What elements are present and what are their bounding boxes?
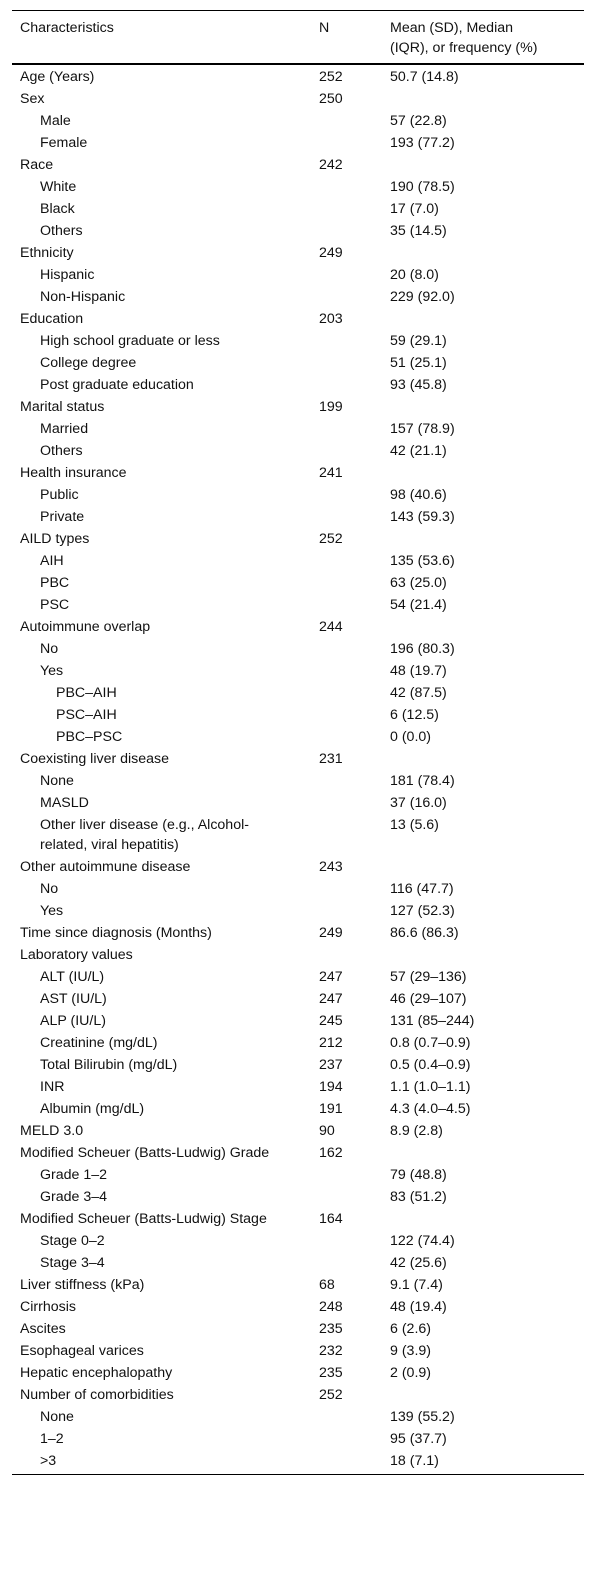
row-label: INR [40,1079,65,1095]
row-value: 2 (0.9) [390,1365,432,1381]
table-row [12,1230,584,1252]
table-row [12,110,584,132]
row-n: 90 [319,1123,335,1139]
row-label: AST (IU/L) [40,991,107,1007]
row-value: 0 (0.0) [390,729,432,745]
table-row [12,374,584,396]
row-value: 42 (87.5) [390,685,447,701]
table-row [12,988,584,1010]
row-value: 193 (77.2) [390,135,455,151]
table-row [12,198,584,220]
row-label: PSC–AIH [56,707,117,723]
row-label: ALP (IU/L) [40,1013,106,1029]
table-row [12,528,584,550]
row-label: White [40,179,77,195]
row-value: 57 (29–136) [390,969,467,985]
row-value: 63 (25.0) [390,575,447,591]
row-value: 157 (78.9) [390,421,455,437]
row-label: Black [40,201,75,217]
row-label: Sex [20,91,45,107]
table-row [12,484,584,506]
table-row [12,572,584,594]
table-row [12,1142,584,1164]
row-label: No [40,641,59,657]
table-row [12,308,584,330]
table-row [12,1098,584,1120]
row-value: 9.1 (7.4) [390,1277,443,1293]
table-row [12,682,584,704]
table-row [12,440,584,462]
table-row [12,660,584,682]
row-n: 199 [319,399,343,415]
row-label: Other autoimmune disease [20,859,191,875]
row-n: 252 [319,69,343,85]
row-label: Cirrhosis [20,1299,76,1315]
row-label: None [40,1409,74,1425]
table-row [12,220,584,242]
table-row [12,1340,584,1362]
row-label: Health insurance [20,465,127,481]
row-n: 203 [319,311,343,327]
table-row [12,856,584,878]
row-n: 242 [319,157,343,173]
row-value: 48 (19.7) [390,663,447,679]
row-label: Ascites [20,1321,66,1337]
row-value: 8.9 (2.8) [390,1123,443,1139]
row-value: 35 (14.5) [390,223,447,239]
table-row [12,1208,584,1230]
row-label: Time since diagnosis (Months) [20,925,212,941]
row-value: 37 (16.0) [390,795,447,811]
row-label: Male [40,113,71,129]
row-label: Married [40,421,89,437]
row-value: 139 (55.2) [390,1409,455,1425]
row-n: 250 [319,91,343,107]
row-n: 235 [319,1321,343,1337]
table-row [12,1252,584,1274]
row-label: Marital status [20,399,105,415]
header-value-line2: (IQR), or frequency (%) [390,40,538,56]
row-value: 57 (22.8) [390,113,447,129]
row-value: 131 (85–244) [390,1013,475,1029]
table-row [12,352,584,374]
row-n: 191 [319,1101,343,1117]
row-label: PBC–PSC [56,729,123,745]
row-value: 0.5 (0.4–0.9) [390,1057,471,1073]
row-label: Modified Scheuer (Batts-Ludwig) Stage [20,1211,267,1227]
table-row [12,944,584,966]
row-label: Creatinine (mg/dL) [40,1035,158,1051]
row-value: 50.7 (14.8) [390,69,459,85]
table-row [12,1384,584,1406]
row-value: 20 (8.0) [390,267,439,283]
row-value: 59 (29.1) [390,333,447,349]
row-value: 42 (21.1) [390,443,447,459]
table-row [12,176,584,198]
table-row [12,726,584,748]
row-n: 237 [319,1057,343,1073]
table-row [12,1450,584,1472]
table-row [12,966,584,988]
row-label: AIH [40,553,64,569]
row-label: Ethnicity [20,245,74,261]
row-label: No [40,881,59,897]
row-label: Grade 3–4 [40,1189,108,1205]
row-value: 122 (74.4) [390,1233,455,1249]
table-row [12,900,584,922]
row-value: 17 (7.0) [390,201,439,217]
table-row [12,242,584,264]
row-value: 42 (25.6) [390,1255,447,1271]
table-row [12,1010,584,1032]
row-value: 181 (78.4) [390,773,455,789]
row-value: 135 (53.6) [390,553,455,569]
table-row [12,1054,584,1076]
row-label: >3 [40,1453,57,1469]
row-value: 1.1 (1.0–1.1) [390,1079,471,1095]
row-value: 127 (52.3) [390,903,455,919]
row-n: 249 [319,245,343,261]
table-row [12,418,584,440]
row-n: 244 [319,619,343,635]
table-row [12,878,584,900]
row-value: 86.6 (86.3) [390,925,459,941]
row-n: 247 [319,991,343,1007]
row-n: 232 [319,1343,343,1359]
row-label: Age (Years) [20,69,95,85]
row-label: Others [40,443,83,459]
row-value: 13 (5.6) [390,817,439,833]
row-value: 93 (45.8) [390,377,447,393]
row-label: Coexisting liver disease [20,751,170,767]
table-header [12,10,584,64]
row-label: Education [20,311,84,327]
table-row [12,286,584,308]
table-row [12,1076,584,1098]
row-n: 68 [319,1277,335,1293]
row-n: 247 [319,969,343,985]
row-label: Female [40,135,88,151]
row-label: Public [40,487,79,503]
header-characteristics: Characteristics [20,20,114,36]
row-label: MASLD [40,795,89,811]
row-label: Laboratory values [20,947,133,963]
row-value: 18 (7.1) [390,1453,439,1469]
row-value: 54 (21.4) [390,597,447,613]
table-row [12,154,584,176]
row-label: ALT (IU/L) [40,969,105,985]
table-row [12,264,584,286]
table-row [12,704,584,726]
row-label: Private [40,509,85,525]
row-label: Post graduate education [40,377,194,393]
row-value: 51 (25.1) [390,355,447,371]
table-row [12,1164,584,1186]
row-value: 0.8 (0.7–0.9) [390,1035,471,1051]
row-label: None [40,773,74,789]
table-body [12,66,584,1472]
row-label: Others [40,223,83,239]
row-value: 83 (51.2) [390,1189,447,1205]
table-row [12,1274,584,1296]
row-value: 95 (37.7) [390,1431,447,1447]
table-row [12,922,584,944]
table-row [12,1318,584,1340]
row-value: 196 (80.3) [390,641,455,657]
row-value: 46 (29–107) [390,991,467,1007]
row-label: Other liver disease (e.g., Alcohol-related, viral hepatitis) [40,817,249,853]
row-n: 252 [319,531,343,547]
table-row [12,638,584,660]
row-label: PBC [40,575,70,591]
row-n: 252 [319,1387,343,1403]
row-label: Esophageal varices [20,1343,144,1359]
row-label: MELD 3.0 [20,1123,84,1139]
row-value: 6 (2.6) [390,1321,432,1337]
row-label: Stage 3–4 [40,1255,105,1271]
table-row [12,66,584,88]
row-n: 164 [319,1211,343,1227]
row-label: Hispanic [40,267,95,283]
table-row [12,550,584,572]
row-label: Race [20,157,54,173]
header-value-line1: Mean (SD), Median [390,20,514,36]
row-n: 249 [319,925,343,941]
row-n: 245 [319,1013,343,1029]
row-value: 190 (78.5) [390,179,455,195]
row-label: Stage 0–2 [40,1233,105,1249]
row-label: PSC [40,597,70,613]
row-label: Hepatic encephalopathy [20,1365,173,1381]
row-value: 4.3 (4.0–4.5) [390,1101,471,1117]
row-label: 1–2 [40,1431,64,1447]
table-row [12,1406,584,1428]
table-row [12,132,584,154]
table-row [12,770,584,792]
row-label: Total Bilirubin (mg/dL) [40,1057,178,1073]
row-n: 243 [319,859,343,875]
table-row [12,396,584,418]
table-row [12,1362,584,1384]
row-n: 248 [319,1299,343,1315]
row-label: AILD types [20,531,90,547]
table-row [12,88,584,110]
table-row [12,462,584,484]
row-n: 231 [319,751,343,767]
row-value: 98 (40.6) [390,487,447,503]
table-row [12,792,584,814]
row-n: 241 [319,465,343,481]
table-row [12,1032,584,1054]
row-label: Albumin (mg/dL) [40,1101,145,1117]
table-row [12,594,584,616]
row-label: College degree [40,355,137,371]
table-row [12,1120,584,1142]
row-n: 212 [319,1035,343,1051]
row-label: High school graduate or less [40,333,220,349]
row-n: 162 [319,1145,343,1161]
row-value: 48 (19.4) [390,1299,447,1315]
row-label: PBC–AIH [56,685,117,701]
row-value: 9 (3.9) [390,1343,432,1359]
row-label: Number of comorbidities [20,1387,174,1403]
row-value: 79 (48.8) [390,1167,447,1183]
table-row [12,1296,584,1318]
row-value: 143 (59.3) [390,509,455,525]
header-n: N [319,20,330,36]
row-n: 194 [319,1079,343,1095]
row-label: Grade 1–2 [40,1167,108,1183]
row-value: 6 (12.5) [390,707,439,723]
table-row [12,506,584,528]
table-row [12,748,584,770]
table-row [12,1186,584,1208]
row-label: Yes [40,903,64,919]
table-row [12,1428,584,1450]
header-rule [12,63,584,65]
row-label: Autoimmune overlap [20,619,151,635]
row-value: 116 (47.7) [390,881,454,897]
header-value [390,18,537,58]
row-label: Yes [40,663,64,679]
table-row [12,814,584,856]
row-label: Liver stiffness (kPa) [20,1277,145,1293]
row-n: 235 [319,1365,343,1381]
row-label: Modified Scheuer (Batts-Ludwig) Grade [20,1145,270,1161]
table-row [12,330,584,352]
row-label: Non-Hispanic [40,289,126,305]
bottom-rule [12,1474,584,1475]
row-value: 229 (92.0) [390,289,455,305]
table-row [12,616,584,638]
